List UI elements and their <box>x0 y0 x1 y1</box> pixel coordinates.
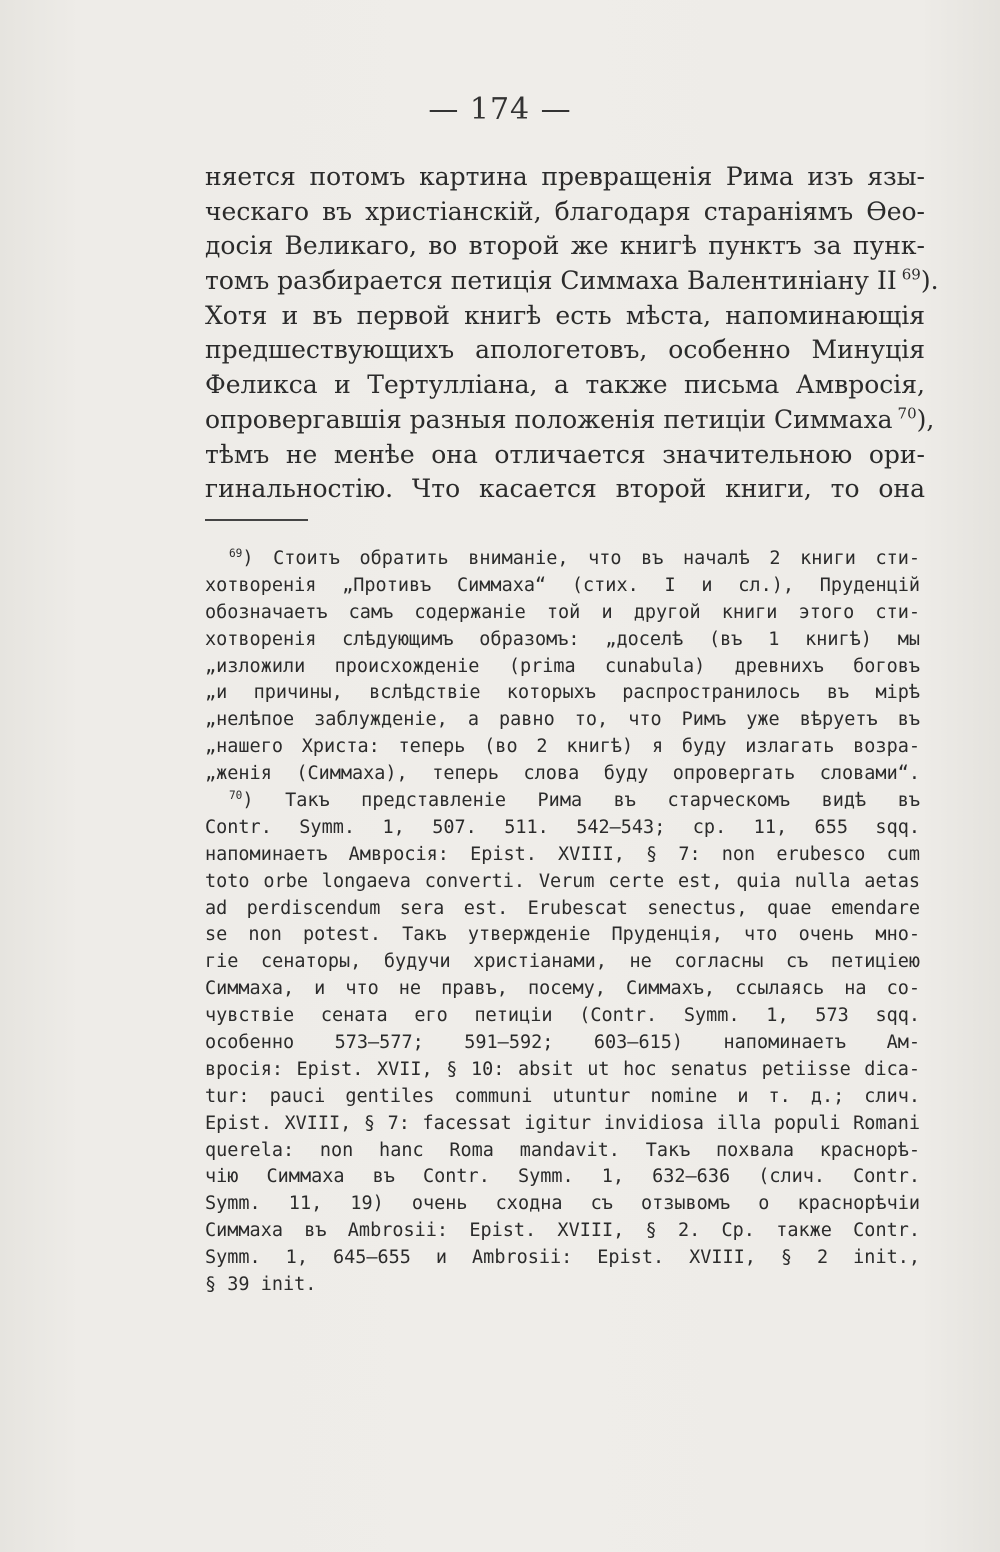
footnote-ref-70[interactable]: 70 <box>897 404 917 423</box>
footnote-70-line: особенно 573—577; 591—592; 603—615) напоминаетъ Ам- <box>205 1032 920 1054</box>
footnote-70-line: чувствіе сената его петиціи (Contr. Symm. 1, 573 sqq. <box>205 1005 920 1027</box>
main-line: тѣмъ не менѣе она отличается значительною ори- <box>205 439 925 469</box>
footnote-70-line: se non potest. Такъ утвержденіе Пруденція, что очень мно- <box>205 924 920 946</box>
footnote-70-line: ad perdiscendum sera est. Erubescat senectus, quae emendare <box>205 897 920 919</box>
footnote-70-line: чію Симмаха въ Contr. Symm. 1, 632—636 (слич. Contr. <box>205 1166 920 1188</box>
footnote-70-line: $^{70}$) Такъ представленіе Рима въ старческомъ видѣ въ <box>229 788 920 812</box>
footnote-70-line: вросія: Epist. XVII, § 10: absit ut hoc senatus petiisse dica- <box>205 1058 920 1080</box>
main-line: досія Великаго, во второй же книгѣ пунктъ за пунк- <box>205 231 925 261</box>
footnote-separator <box>205 519 308 521</box>
main-line: Феликса и Тертулліана, а также письма Амвросія, <box>205 370 925 400</box>
main-line: ческаго въ христіанскій, благодаря стараніямъ Ѳео- <box>205 196 925 226</box>
footnote-70-line: Contr. Symm. 1, 507. 511. 542—543; ср. 11, 655 sqq. <box>205 816 920 838</box>
footnote-70-line: гіе сенаторы, будучи христіанами, не согласны съ петиціею <box>205 951 920 973</box>
footnote-70-line: Symm. 11, 19) очень сходна съ отзывомъ о краснорѣчіи <box>205 1193 920 1215</box>
footnote-69-line: обозначаетъ самъ содержаніе той и другой книги этого сти- <box>205 601 920 623</box>
main-line: Хотя и въ первой книгѣ есть мѣста, напоминающія <box>205 300 925 330</box>
footnote-70-line: напоминаетъ Амвросія: Epist. XVIII, § 7: non erubesco cum <box>205 843 920 865</box>
footnote-69-line: „нелѣпое заблужденіе, а равно то, что Римъ уже вѣруетъ въ <box>205 709 920 731</box>
footnote-69-line: хотворенія слѣдующимъ образомъ: „доселѣ (въ 1 книгѣ) мы <box>205 628 920 650</box>
footnote-69-line: „и причины, вслѣдствіе которыхъ распространилось въ мірѣ <box>205 682 920 704</box>
footnote-marker-70: 70 <box>229 788 243 802</box>
footnote-70-line: § 39 init. <box>205 1274 317 1296</box>
footnote-70-line: querela: non hanc Roma mandavit. Такъ похвала краснорѣ- <box>205 1139 920 1161</box>
footnotes <box>205 546 920 1299</box>
main-line: томъ разбирается петиція Симмаха Валентиніану II $^{69}$). <box>205 265 939 296</box>
main-line: предшествующихъ апологетовъ, особенно Минуція <box>205 335 925 365</box>
footnote-ref-69[interactable]: 69 <box>901 265 921 284</box>
main-line: гинальностію. Что касается второй книги, то она <box>205 474 925 504</box>
page-number: — 174 — <box>428 92 572 127</box>
footnote-69-line: „нашего Христа: теперь (во 2 книгѣ) я буду излагать возра- <box>205 736 920 758</box>
footnote-70-line: Симмаха, и что не правъ, посему, Симмахъ, ссылаясь на со- <box>205 978 920 1000</box>
main-text <box>205 160 939 507</box>
footnote-69-line: хотворенія „Противъ Симмаха“ (стих. I и сл.), Пруденцій <box>205 574 920 596</box>
footnote-70-line: Epist. XVIII, § 7: facessat igitur invidiosa illa populi Romani <box>205 1112 920 1134</box>
footnote-70-line: Symm. 1, 645—655 и Ambrosii: Epist. XVIII, § 2 init., <box>205 1247 920 1269</box>
main-line: няется потомъ картина превращенія Рима изъ язы- <box>205 162 925 191</box>
footnote-69-line: $^{69}$) Стоитъ обратить вниманіе, что въ началѣ 2 книги сти- <box>229 546 920 569</box>
footnote-marker-69: 69 <box>229 546 243 560</box>
footnote-70-line: toto orbe longaeva converti. Verum certe est, quia nulla aetas <box>205 870 920 892</box>
footnote-70-line: Симмаха въ Ambrosii: Epist. XVIII, § 2. Ср. также Contr. <box>205 1220 920 1242</box>
footnote-69-line: „изложили происхожденіе (prima cunabula) древнихъ боговъ <box>205 655 920 677</box>
footnote-69-line: „женія (Симмаха), теперь слова буду опровергать словами“. <box>205 763 920 785</box>
main-line: опровергавшія разныя положенія петиціи Симмаха $^{70}$), <box>205 404 935 434</box>
footnote-70-line: tur: pauci gentiles communi utuntur nomine и т. д.; слич. <box>205 1085 920 1107</box>
